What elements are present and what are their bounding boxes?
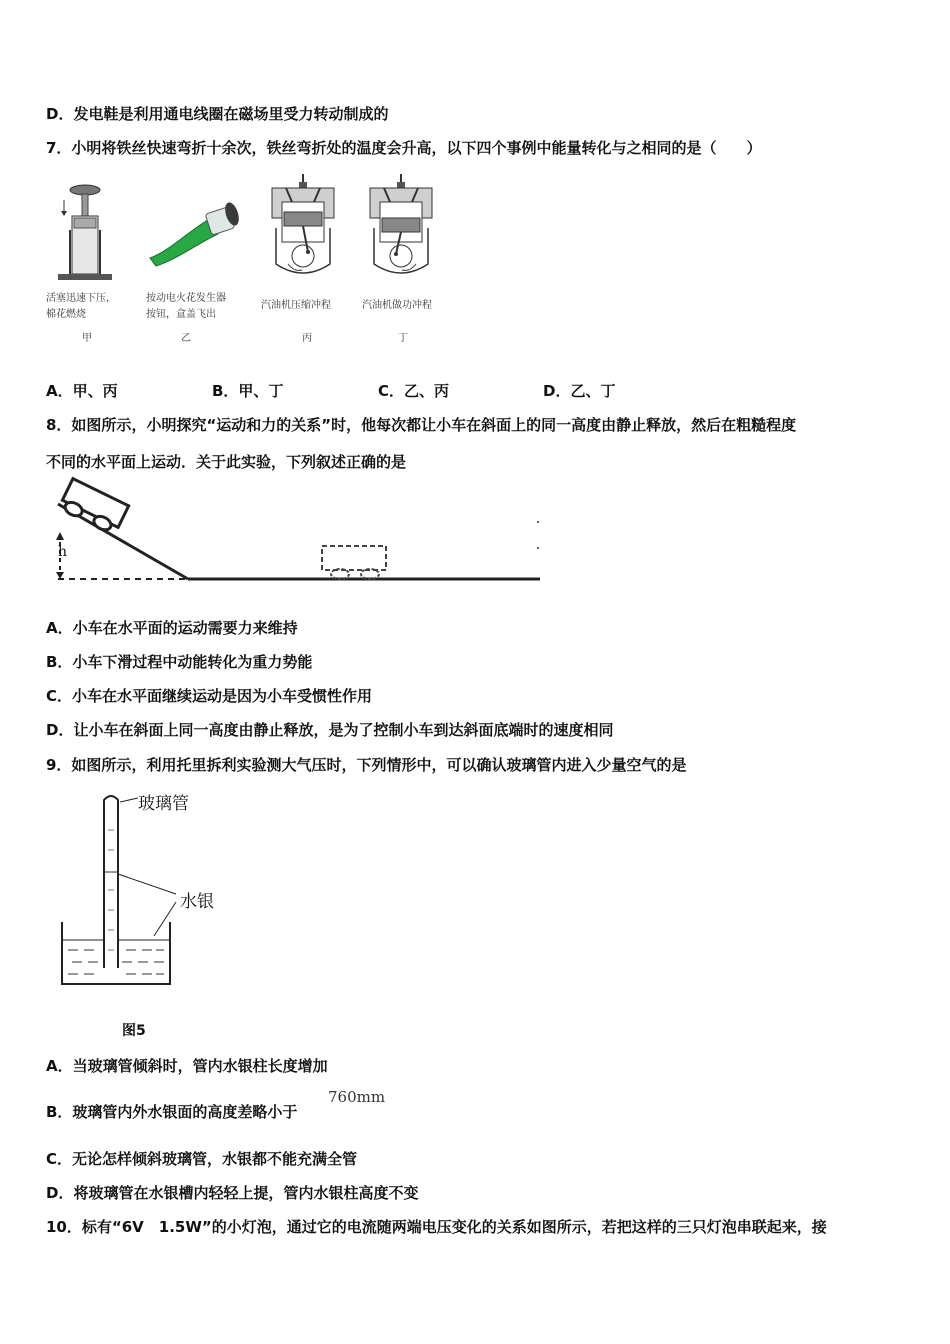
q7-option-a: A．甲、丙 bbox=[46, 382, 118, 400]
q8-option-b: B．小车下滑过程中动能转化为重力势能 bbox=[46, 653, 313, 671]
piston-cylinder-figure bbox=[50, 180, 120, 285]
q7-stem: 7．小明将铁丝快速弯折十余次，铁丝弯折处的温度会升高，以下四个事例中能量转化与之相同的是（ ） bbox=[46, 139, 762, 157]
fig-ding-label: 丁 bbox=[398, 333, 408, 344]
q6-option-d: D．发电鞋是利用通电线圈在磁场里受力转动制成的 bbox=[46, 105, 389, 123]
q8-stem-line-1: 8．如图所示，小明探究“运动和力的关系”时，他每次都让小车在斜面上的同一高度由静止释放，然后在粗糙程度 bbox=[46, 416, 797, 434]
fig-jia-caption-2: 棉花燃烧 bbox=[46, 309, 86, 320]
fig-jia-label: 甲 bbox=[82, 333, 92, 344]
q9-option-b: B．玻璃管内外水银面的高度差略小于 bbox=[46, 1103, 298, 1121]
q8-option-a: A．小车在水平面的运动需要力来维持 bbox=[46, 619, 298, 637]
mercury-label: 水银 bbox=[180, 892, 214, 912]
q9-option-a: A．当玻璃管倾斜时，管内水银柱长度增加 bbox=[46, 1057, 328, 1075]
fig-yi-caption-1: 按动电火花发生器 bbox=[146, 293, 226, 304]
q9-stem: 9．如图所示，利用托里拆利实验测大气压时，下列情形中，可以确认玻璃管内进入少量空气的是 bbox=[46, 756, 687, 774]
q10-stem: 10．标有“6V 1.5W”的小灯泡，通过它的电流随两端电压变化的关系如图所示，若把这样的三只灯泡串联起来，接 bbox=[46, 1218, 827, 1236]
q7-option-b: B．甲、丁 bbox=[212, 382, 284, 400]
fig-yi-label: 乙 bbox=[181, 333, 191, 344]
fig-jia-caption-1: 活塞迅速下压， bbox=[46, 293, 116, 304]
fig-ding-caption: 汽油机做功冲程 bbox=[362, 300, 432, 311]
q9-option-d: D．将玻璃管在水银槽内轻轻上提，管内水银柱高度不变 bbox=[46, 1184, 419, 1202]
tube-label: 玻璃管 bbox=[138, 794, 189, 814]
q7-option-d: D．乙、丁 bbox=[543, 382, 616, 400]
incline-height-label: h bbox=[58, 544, 68, 560]
fig-bing-label: 丙 bbox=[302, 333, 312, 344]
incline-cart-figure bbox=[50, 484, 550, 588]
fig-bing-caption: 汽油机压缩冲程 bbox=[261, 300, 331, 311]
fig-yi-caption-2: 按钮，盒盖飞出 bbox=[146, 309, 216, 320]
q8-option-c: C．小车在水平面继续运动是因为小车受惯性作用 bbox=[46, 687, 373, 705]
engine-compression-figure bbox=[268, 172, 338, 282]
q9-option-c: C．无论怎样倾斜玻璃管，水银都不能充满全管 bbox=[46, 1150, 358, 1168]
spark-generator-figure bbox=[146, 200, 246, 270]
q7-option-c: C．乙、丙 bbox=[378, 382, 450, 400]
q8-stem-line-2: 不同的水平面上运动．关于此实验，下列叙述正确的是 bbox=[46, 453, 407, 471]
q8-option-d: D．让小车在斜面上同一高度由静止释放，是为了控制小车到达斜面底端时的速度相同 bbox=[46, 721, 614, 739]
engine-power-figure bbox=[366, 172, 436, 282]
q9-option-b-value: 760mm bbox=[328, 1088, 386, 1106]
figure-caption: 图5 bbox=[122, 1023, 146, 1039]
